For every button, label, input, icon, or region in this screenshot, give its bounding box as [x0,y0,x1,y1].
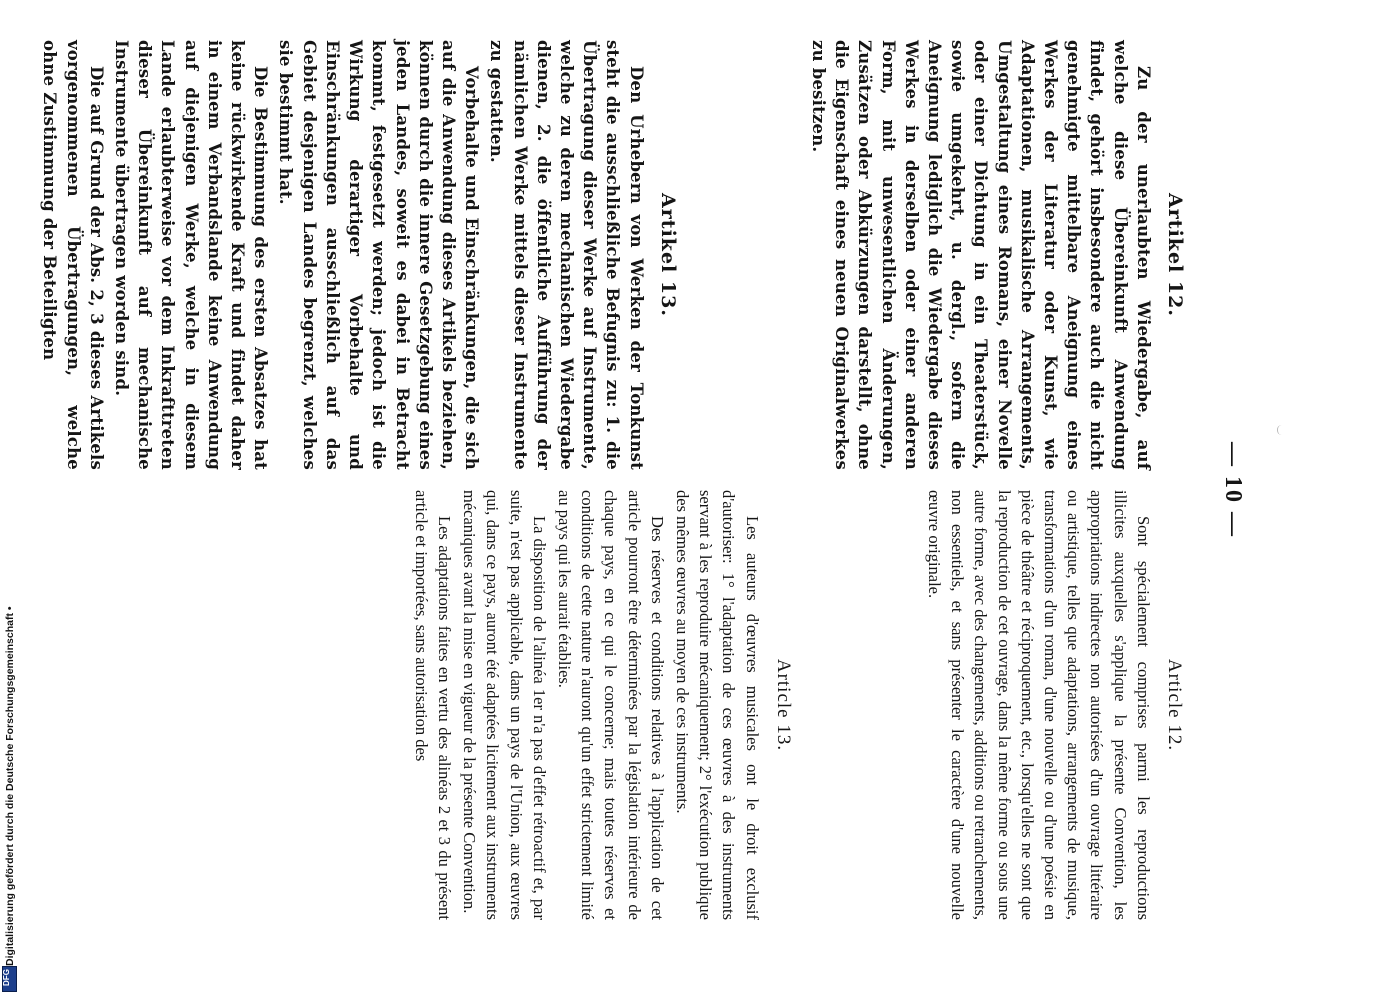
french-article-13-paragraph: Les auteurs d'œuvres musicales ont le droit exclusif d'autoriser: 1° l'adaptation de ces œuvres à des instruments servant à les reproduire mécaniquement; 2° l'exécution publique des mêmes œuvres au moyen de ces instruments. [672,490,762,920]
digitization-credit-text: Digitalisierung gefördert durch die Deutsche Forschungsgemeinschaft • [4,606,16,966]
german-article-13-paragraph: Vorbehalte und Einschränkungen, die sich auf die Anwendung dieses Artikels beziehen, können durch die innere Gesetzgebung eines jeden Landes, soweit es dabei in Betracht kommt, festgesetzt werden; jedoch ist die Wirkung derartiger Vorbehalte und Einschränkungen ausschließlich auf das Gebiet desjenigen Landes begrenzt, welches sie bestimmt hat. [276,40,482,470]
german-article-12-text: Zu der unerlaubten Wiedergabe, auf welche diese Übereinkunft Anwendung findet, gehört insbesondere auch die nicht genehmigte mittelbare Aneignung eines Werkes der Literatur oder Kunst, wie Adaptationen, musikalische Arrangements, Umgestaltung eines Romans, einer Novelle oder einer Dichtung in ein Theaterstück, sowie umgekehrt, u. dergl., sofern die Aneignung lediglich die Wiedergabe dieses Werkes in derselben oder einer anderen Form, mit unwesentlichen Änderungen, Zusätzen oder Abkürzungen darstellt, ohne die Eigenschaft eines neuen Originalwerkes zu besitzen. [808,40,1153,470]
french-article-12-title: Article 12. [1164,658,1185,752]
french-article-13-paragraph: La disposition de l'alinéa 1er n'a pas d'effet rétroactif et, par suite, n'est pas applicable, dans un pays de l'Union, aux œuvres qui, dans ce pays, auront été adaptées licitement aux instruments mécaniques avant la mise en vigueur de la présente Convention. [460,490,549,920]
german-column [36,40,1200,470]
german-article-13-paragraph: Die Bestimmung des ersten Absatzes hat keine rückwirkende Kraft und findet daher in einem Verbandslande keine Anwendung auf diejenigen Werke, welche in diesem Lande erlaubterweise vor dem Inkrafttreten dieser Übereinkunft auf mechanische Instrumente übertragen worden sind. [112,40,271,470]
dfg-logo-text: DFG [1,969,11,986]
dfg-logo [2,966,17,992]
rotated-page [40,40,1246,940]
french-article-13-paragraph: Les adaptations faites en vertu des alinéas 2 et 3 du présent article et importées, sans autorisation des [411,490,454,920]
german-article-13-paragraph: Den Urhebern von Werken der Tonkunst steht die ausschließliche Befugnis zu: 1. die Übertragung dieser Werke auf Instrumente, welche zu deren mechanischen Wiedergabe dienen, 2. die öffentliche Aufführung der nämlichen Werke mittels dieser Instrumente zu gestatten. [487,40,646,470]
scan-mark [1277,425,1286,435]
french-article-13-paragraph: Des réserves et conditions relatives à l'application de cet article pourront être déterminées par la législation intérieure de chaque pays, en ce qui le concerne; mais toutes réserves et conditions de cette nature n'auront qu'un effet strictement limité au pays qui les aurait établies. [554,490,667,920]
german-article-12-title: Artikel 12. [1164,193,1186,317]
french-article-12-text: Sont spécialement comprises parmi les reproductions illicites auxquelles s'applique la présente Convention, les appropriations indirectes non autorisées d'un ouvrage littéraire ou artistique, telles que adaptations, arrangements de musique, transformations d'un roman, d'une nouvelle ou d'une poésie en pièce de théâtre et réciproquement, etc., lorsqu'elles ne sont que la reproduction de cet ouvrage, dans la même forme ou sous une autre forme, avec des changements, additions ou retranchements, non essentiels, et sans présenter le caractère d'une nouvelle œuvre originale. [924,490,1153,920]
digitization-credit [2,606,18,986]
page-number: — 10 — [1220,442,1246,538]
french-article-13-title: Article 13. [772,658,794,752]
french-column [408,490,1200,920]
german-article-13-title: Artikel 13. [656,193,679,317]
german-article-13-paragraph: Die auf Grund der Abs. 2, 3 dieses Artikels vorgenommenen Übertragungen, welche ohne Zustimmung der Beteiligten [40,40,106,470]
